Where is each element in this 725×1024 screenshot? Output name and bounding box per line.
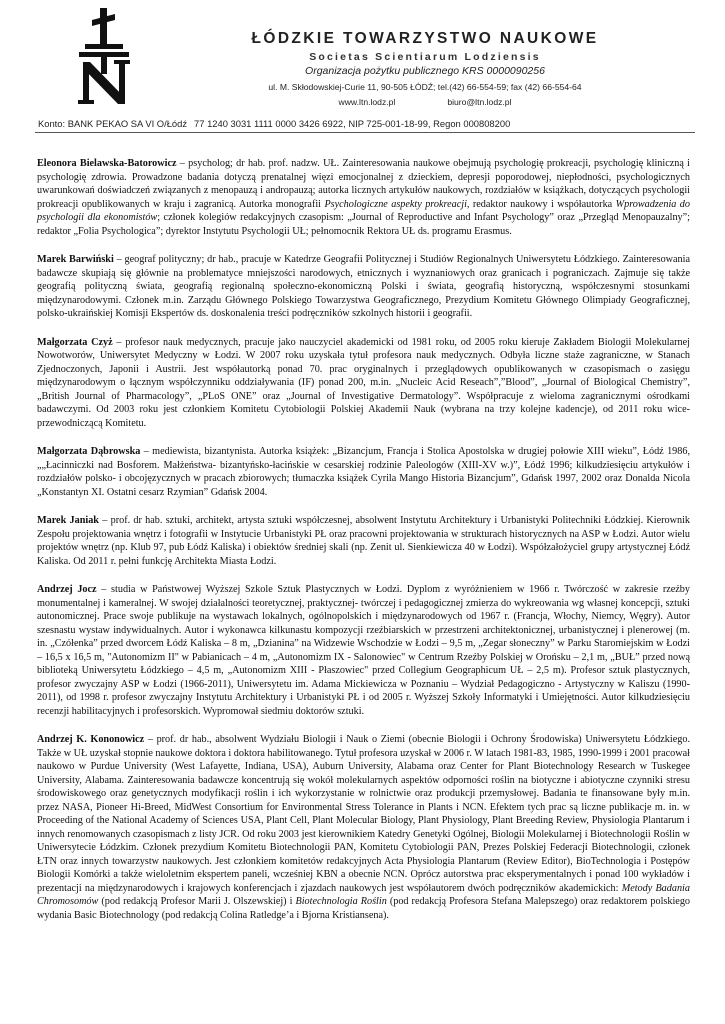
website-link[interactable]: www.ltn.lodz.pl	[338, 97, 396, 107]
book-title: Biotechnologia Roślin	[295, 896, 387, 907]
biography-text: – profesor nauk medycznych, pracuje jako nauczyciel akademicki od 1981 roku, od 2005 roku kieruje Zakładem Biologii Molekularnej Nowotworów, Uniwersytet Medyczny w Łodzi. W 2007 roku uzyskała tytuł profesora nauk medycznych. Odbyła liczne staże zagraniczne, w Stanach Zjednoczonych, Japonii i Austrii. Jest współautorką ponad 70. prac oryginalnych i przeglądowych opublikowanych w czasopismach o zasięgu międzynarodowym o łącznym współczynniku oddziaływania (IF) ponad 200, m.in. „Nucleic Acid Reseach”,”Blood”, „Journal of Biological Chemistry”, „British Journal of Pharmacology”, „PLoS ONE” oraz „Journal of Investigative Dermatology”. Współpracuje z wieloma zagranicznymi ośrodkami badawczymi. Od 2003 roku jest członkiem Komitetu Cytobiologii Polskiej Akademii Nauk (wybrana na trzy kolejne kadencje), od 2011 roku wice-przewodniczącą Komitetu.	[37, 336, 690, 429]
bank-label: Konto: BANK PEKAO SA VI O/Łódź	[38, 118, 188, 129]
organization-name: ŁÓDZKIE TOWARZYSTWO NAUKOWE	[251, 30, 599, 47]
person-name: Małgorzata Czyż	[37, 336, 113, 348]
biography-entry	[37, 336, 690, 431]
book-title: Metody Badania Chromosomów	[37, 882, 690, 907]
biographies-list	[37, 157, 690, 937]
organization-latin-name: Societas Scientiarum Lodziensis	[309, 51, 541, 63]
biography-text: , redaktor naukowy i współautorka	[466, 198, 616, 210]
organization-block	[200, 30, 650, 107]
biography-text: – geograf polityczny; dr hab., pracuje w Katedrze Geografii Politycznej i Studiów Regionalnych Uniwersytetu Łódzkiego. Zainteresowania badawcze skupiają się głównie na problematyce mniejszości narodowych, etnicznych i wyznaniowych oraz granicach i pograniczach. Zajmuje się także geografią polityczną świata, geografią regionalną społeczno-ekonomiczną Polski i świata, geografią historyczną, współczesnymi stosunkami międzynarodowymi. Członek m.in. Zarządu Głównego Polskiego Towarzystwa Geograficznego, Prezydium Komitetu Głównego Olimpiady Geograficznej, polsko-ukraińskiej Komisji Ekspertów ds. doskonalenia treści podręczników szkolnych historii i geografii.	[37, 254, 691, 319]
biography-entry	[37, 514, 690, 568]
ltn-logo-icon	[75, 6, 133, 106]
biography-text: – mediewista, bizantynista. Autorka książek: „Bizancjum, Francja i Stolica Apostolska w drugiej połowie XIII wieku”, Łódź 1986, „„Łacinniczki nad Bosforem. Małżeństwa- bizantyńsko-łacińskie w cesarskiej rodzinie Paleologów (XIII-XV w.)”, Łódź 1996; kilkudziesięciu artykułów i rozdziałów polsko- i obcojęzycznych w pracach zbiorowych; tłumaczka książek Cyrila Mango Historia Bizancjum”, Gdańsk 1997, 2002 oraz Donalda Nicola „Konstantyn XI. Ostatni cesarz Rzymian” Gdańsk 2004.	[37, 446, 690, 498]
book-title: Wprowadzenia do psychologii dla ekonomistów	[37, 198, 690, 223]
biography-text: (pod redakcją Profesora Stefana Malepszego) oraz redaktorem polskiego wydania Basic Biotechnology (pod redakcją Colina Ratledge’a i Bjorna Kristiansena).	[37, 896, 691, 921]
person-name: Andrzej Jocz	[37, 584, 97, 595]
person-name: Marek Barwiński	[37, 254, 114, 265]
bank-account-number: 77 1240 3031 1111 0000 3426 6922, NIP 725-001-18-99, Regon 000808200	[194, 118, 511, 129]
organization-contacts	[200, 97, 650, 107]
header-divider	[35, 132, 695, 133]
biography-entry	[37, 157, 690, 238]
bank-account-line	[38, 118, 510, 129]
biography-entry	[37, 583, 690, 718]
biography-entry	[37, 733, 690, 922]
biography-text: (pod redakcją Profesor Marii J. Olszewskiej) i	[98, 896, 296, 907]
biography-text: – prof. dr hab. sztuki, architekt, artysta sztuki współczesnej, absolwent Instytutu Architektury i Urbanistyki Politechniki Łódzkiej. Kierownik Zespołu projektowania wnętrz i fotografii w Instytucie Urbanistyki PŁ oraz pracowni projektowania w strukturach historycznych na ASP w Łodzi. Autor wielu projektów wnętrz (np. Klub 97, pub Łódź Kaliska) i obiektów średniej skali (np. Zenit ul. Sienkiewicza 40 w Łodzi). Współzałożyciel grupy artystycznej Łódź Kaliska. Od 2011 r. pełni funkcję Architekta Miasta Łodzi.	[37, 515, 690, 567]
person-name: Małgorzata Dąbrowska	[37, 446, 141, 457]
letterhead	[0, 0, 725, 135]
person-name: Andrzej K. Kononowicz	[37, 734, 145, 745]
biography-entry	[37, 253, 690, 321]
book-title: Psychologiczne aspekty prokreacji	[324, 198, 467, 210]
organization-status: Organizacja pożytku publicznego KRS 0000090256	[305, 65, 545, 77]
biography-text: – prof. dr hab., absolwent Wydziału Biologii i Nauk o Ziemi (obecnie Biologii i Ochrony Środowiska) Uniwersytetu Łódzkiego. Także w UŁ uzyskał stopnie naukowe doktora i doktora habilitowanego. Tytuł profesora uzyskał w 2006 r. W latach 1981-83, 1985, 1990-1999 i 2001 pracował naukowo w Purdue University (West Lafayette, Indiana, USA), Auburn University, Alabama oraz Center for Plant Biotechnology Research w Tuskegee University, Alabama. Zainteresowania badawcze koncentrują się wokół molekularnych aspektów odporności roślin na biotyczne i abiotyczne czynniki stresu środowiskowego oraz genetycznych modyfikacji roślin i ich wykorzystanie w rolnictwie oraz produkcji przemysłowej. Badania te finansowane były m.in. przez NASA, Pioneer Hi-Breed, MidWest Consortium for Environmental Stress Tolerance in Plants i NCN. Efektem tych prac są liczne publikacje m. in. w Proceeding of the National Academy of Sciences USA, Plant Cell, Plant Molecular Biology, Plant Physiology, Plant Breeding Review, Physiologia Plantarum i innych renomowanych czasopismach z listy JCR. Od roku 2003 jest kierownikiem Katedry Genetyki Ogólnej, Biologii Molekularnej i Biotechnologii Roślin w Uniwersytecie Łódzkim. Członek prezydium Komitetu Biotechnologii PAN, Komitetu Cytobiologii PAN, Prezes Polskiej Federacji Biotechnologii, członek ŁTN oraz innych towarzystw naukowych. Jest członkiem komitetów redakcyjnych Acta Physiologia Plantarum (Review Editor), BioTechnologia i Postępów Biologii Komórki a także wieloletnim ekspertem paneli, wcześniej KBN a obecnie NCN. Oprócz autorstwa prac eksperymentalnych i ponad 100 wykładów i prezentacji na międzynarodowych i krajowych konferencjach i zjazdach naukowych jest współautorem dwóch podręczników akademickich:	[37, 734, 690, 894]
organization-address: ul. M. Skłodowskiej-Curie 11, 90-505 ŁÓDŹ; tel.(42) 66-554-59; fax (42) 66-554-64	[268, 82, 582, 92]
biography-text: – studia w Państwowej Wyższej Szkole Sztuk Plastycznych w Łodzi. Dyplom z wyróżnieniem w 1966 r. Twórczość w zakresie rzeźby monumentalnej i kameralnej. W swojej działalności teoretycznej, praktycznej- twórczej i pedagogicznej zmierza do wykreowania wg własnej koncepcji, sztuki autonomicznej. Prace swoje publikuje na wystawach lokalnych, ogólnopolskich i międzynarodowych od 1967 r. (Francja, Włochy, Niemcy, Węgry). Autor szesnastu wystaw indywidualnych. Autor i wykonawca kilkunastu kompozycji rzeźbiarskich w przestrzeni architektonicznej, urbanistycznej i plenerowej (m. in. „Czółenka” przed dworcem Łódź Kaliska – 8 m, „Dzianina” na Widzewie Wschodzie w Łodzi – 9,5 m, „Zegar słoneczny” w Parku Staromiejskim w Łodzi – 16,5 x 16,5 m, "Autonomizm II" w Pabianicach – 4 m, „Autonomizm IX - Salonowiec" w Centrum Rzeźby Polskiej w Orońsku – 2,1 m, „BUŁ” przed nową biblioteką Uniwersytetu Łódzkiego – 4,5 m, „Autonomizm XIII - Płaszowiec" przed Collegium Geographicum UŁ – 2,5 m). Profesor sztuk plastycznych, profesor zwyczajny ASP w Łodzi (1966-2011), Uniwersytetu im. Adama Mickiewicza w Poznaniu – Wydział Pedagogiczno - Artystyczny w Kaliszu (1990-2011), od 1998 r. profesor zwyczajny Instytutu Architektury i Urbanistyki PŁ i od 2005 r. Wyższej Szkoły Informatyki i Umiejętności. Autor kilkudziesięciu recenzji habilitacyjnych i profesorskich. Wypromował siedmiu doktorów sztuki.	[37, 584, 690, 717]
email-link[interactable]: biuro@ltn.lodz.pl	[447, 97, 512, 107]
biography-entry	[37, 445, 690, 499]
biography-text: ; członek kolegiów redakcyjnych czasopism: „Journal of Reproductive and Infant Psychology” oraz „Przegląd Menopauzalny”; redaktor „Folia Psychologica”; dyrektor Instytutu Psychologii UŁ; pełnomocnik Rektora UŁ ds. programu Erasmus.	[37, 212, 691, 237]
biography-text: – psycholog; dr hab. prof. nadzw. UŁ. Zainteresowania naukowe obejmują psychologię prokreacji, psychologię kliniczną i psychologię zdrowia. Prowadzone badania dotyczą prenatalnej więzi emocjonalnej z dzieckiem, depresji poporodowej, niepłodności, psychologicznych uwarunkowań doświadczeń związanych z menopauzą i andropauzą; autorka licznych artykułów naukowych, rozdziałów w książkach, dotyczących psychologii prokreacji opublikowanych w kraju i zagranicą. Autorka monografii	[37, 158, 691, 210]
person-name: Eleonora Bielawska-Batorowicz	[37, 158, 177, 169]
person-name: Marek Janiak	[37, 515, 99, 526]
